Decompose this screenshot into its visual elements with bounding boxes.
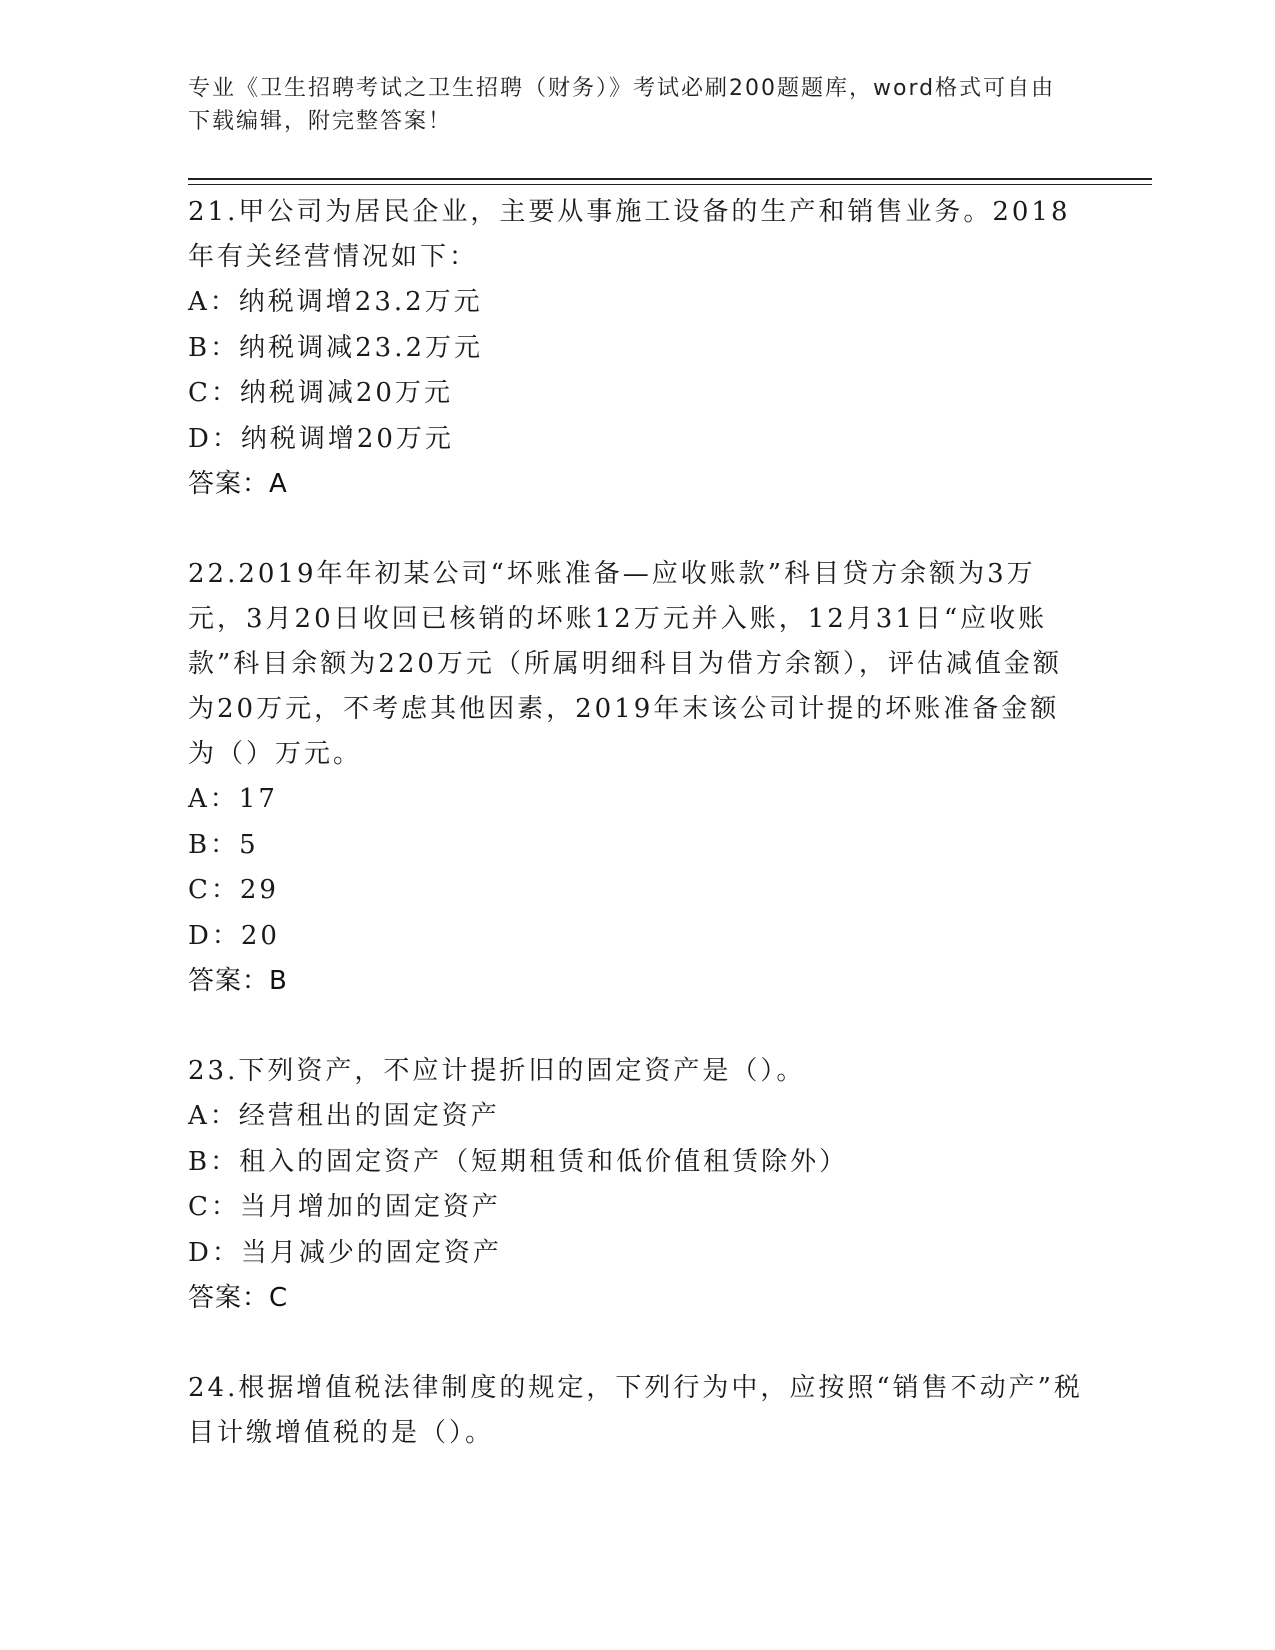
option-a: A：17: [188, 784, 278, 814]
option-d: D：当月减少的固定资产: [188, 1237, 502, 1268]
option-c: C：纳税调减20万元: [188, 378, 453, 408]
question-stem: 23.下列资产，不应计提折旧的固定资产是（）。: [188, 1056, 806, 1086]
answer-line: 答案：B: [188, 966, 288, 996]
document-header: 专业《卫生招聘考试之卫生招聘（财务）》考试必刷200题题库，word格式可自由下载编辑，附完整答案！: [188, 76, 1056, 134]
option-b: B：纳税调减23.2万元: [188, 332, 483, 363]
option-b: B：租入的固定资产（短期租赁和低价值租赁除外）: [188, 1146, 849, 1177]
question-22: [188, 552, 1088, 1004]
option-d: D：20: [188, 920, 280, 951]
answer-line: 答案：A: [188, 469, 288, 499]
option-b: B：5: [188, 829, 259, 860]
question-stem: 21.甲公司为居民企业，主要从事施工设备的生产和销售业务。2018年有关经营情况如下：: [188, 197, 1071, 272]
question-21: [188, 190, 1088, 507]
header-divider-thin: [188, 184, 1152, 185]
question-23: [188, 1049, 1088, 1321]
question-list: [188, 190, 1088, 1501]
option-a: A：经营租出的固定资产: [188, 1101, 500, 1131]
option-d: D：纳税调增20万元: [188, 423, 454, 454]
option-a: A：纳税调增23.2万元: [188, 287, 483, 317]
header-divider-thick: [188, 178, 1152, 180]
answer-line: 答案：C: [188, 1283, 289, 1313]
question-stem: 22.2019年年初某公司“坏账准备—应收账款”科目贷方余额为3万元，3月20日收回已核销的坏账12万元并入账，12月31日“应收账款”科目余额为220万元（所属明细科目为借方余额），评估减值金额为20万元，不考虑其他因素，2019年末该公司计提的坏账准备金额为（）万元。: [188, 559, 1062, 769]
question-stem: 24.根据增值税法律制度的规定，下列行为中，应按照“销售不动产”税目计缴增值税的是（）。: [188, 1373, 1083, 1448]
option-c: C：29: [188, 875, 279, 905]
option-c: C：当月增加的固定资产: [188, 1192, 501, 1222]
question-24: [188, 1366, 1088, 1456]
